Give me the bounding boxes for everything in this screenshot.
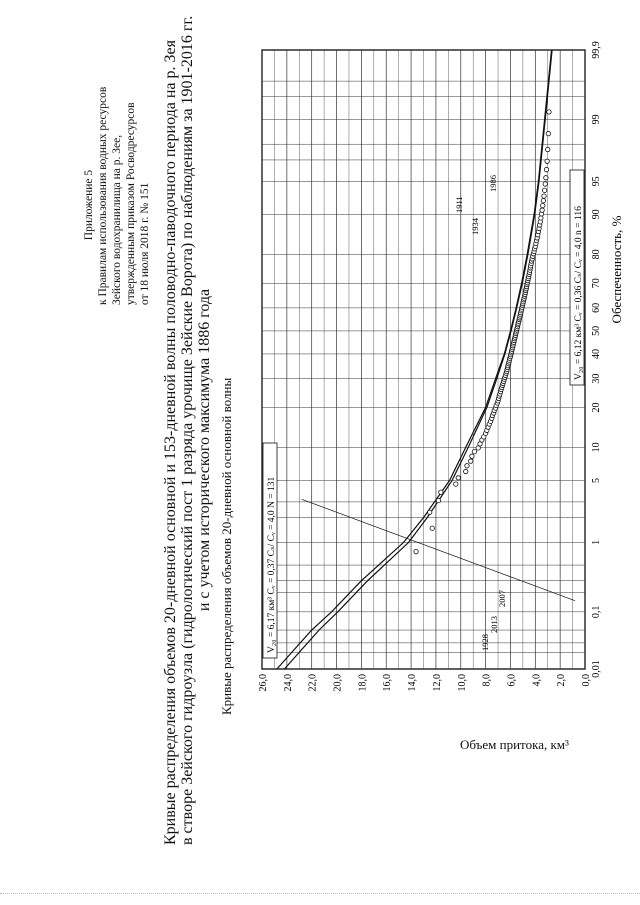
data-point <box>469 459 473 463</box>
data-point <box>541 203 545 207</box>
data-point <box>540 208 544 212</box>
data-point <box>546 147 550 151</box>
x-tick-label: 80 <box>591 249 602 260</box>
chart-subtitle: Кривые распределения объемов 20-дневной основной волны <box>219 377 234 715</box>
y-tick-label: 14,0 <box>407 674 419 692</box>
y-tick-label: 6,0 <box>506 674 518 687</box>
title-line-1: Кривые распределения объемов 20-дневной основной и 153-дневной волны половодно-паводочного периода на р. Зея <box>162 39 179 845</box>
x-tick-label: 0,1 <box>591 605 602 619</box>
x-tick-label: 99 <box>591 114 602 125</box>
data-point <box>436 498 440 502</box>
data-point <box>541 198 545 202</box>
data-point <box>454 482 458 486</box>
title-line-2: в створе Зейского гидроузла (гидрологический пост 1 разряда урочище Зейские Ворота) по наблюдениям за 1901-2016 гг. <box>179 15 196 845</box>
data-point <box>430 526 434 530</box>
page-bottom-rule <box>0 893 640 898</box>
appendix-line-1: Приложение 5 <box>83 169 95 241</box>
data-point <box>439 490 443 494</box>
data-point <box>542 188 546 192</box>
data-point <box>470 454 474 458</box>
data-point <box>546 131 550 135</box>
data-point <box>542 194 546 198</box>
x-tick-label: 70 <box>591 278 602 289</box>
y-tick-label: 10,0 <box>456 674 468 692</box>
y-tick-label: 22,0 <box>307 674 319 692</box>
appendix-line-5: от 18 июля 2018 г. № 151 <box>139 182 151 305</box>
x-tick-label: 60 <box>591 302 602 313</box>
x-axis-label: Обеспеченность, % <box>609 215 624 324</box>
year-annotation: 2007 <box>497 590 507 607</box>
appendix-line-4: утвержденным приказом Росводресурсов <box>125 102 137 305</box>
year-annotation: 2013 <box>489 616 499 633</box>
data-point <box>543 182 547 186</box>
title-line-3: и с учетом исторического максимума 1886 года <box>196 288 213 612</box>
data-point <box>547 110 551 114</box>
y-tick-label: 0,0 <box>581 674 592 687</box>
year-annotation: 1986 <box>488 175 498 192</box>
y-tick-label: 18,0 <box>357 674 369 692</box>
x-tick-label: 40 <box>591 348 602 359</box>
x-tick-label: 95 <box>591 176 602 187</box>
y-axis-label: Объем притока, км³ <box>460 737 569 752</box>
data-point <box>464 469 468 473</box>
appendix-line-3: Зейского водохранилища на р. Зее, <box>111 134 123 305</box>
data-point <box>465 464 469 468</box>
x-tick-label: 20 <box>591 402 602 413</box>
legend-text-1: V₂₀ = 6,17 км³ Cᵥ = 0,37 Cₛ/ Cᵥ = 4,0 N = 131 <box>267 476 277 653</box>
x-tick-label: 1 <box>591 539 602 545</box>
y-tick-label: 26,0 <box>258 674 269 692</box>
x-tick-label: 99,9 <box>591 41 602 59</box>
data-point <box>414 549 418 553</box>
y-tick-label: 2,0 <box>556 674 568 687</box>
year-annotation: 1911 <box>454 196 464 213</box>
year-annotation: 1928 <box>480 634 490 651</box>
x-tick-label: 30 <box>591 373 602 384</box>
data-point <box>545 159 549 163</box>
data-point <box>472 449 476 453</box>
y-tick-label: 8,0 <box>481 674 493 687</box>
legend-text-2: V₂₀ = 6,12 км³ Cᵥ = 0,36 Cₛ/ Cᵥ = 4,0 n = 116 <box>574 206 584 380</box>
x-tick-label: 5 <box>591 477 602 483</box>
x-tick-label: 90 <box>591 209 602 220</box>
y-tick-label: 4,0 <box>531 674 543 687</box>
y-tick-label: 24,0 <box>282 674 294 692</box>
appendix-line-2: к Правилам использования водных ресурсов <box>97 86 109 305</box>
y-tick-label: 20,0 <box>332 674 344 692</box>
y-tick-label: 16,0 <box>382 674 394 692</box>
data-point <box>544 167 548 171</box>
x-tick-label: 50 <box>591 325 602 336</box>
x-tick-label: 0,01 <box>591 660 602 678</box>
data-point <box>544 176 548 180</box>
year-annotation: 1934 <box>470 218 480 235</box>
y-tick-label: 12,0 <box>431 674 443 692</box>
data-point <box>428 510 432 514</box>
data-point <box>456 476 460 480</box>
reference-diagonal-line <box>302 499 575 600</box>
x-tick-label: 10 <box>591 442 602 453</box>
